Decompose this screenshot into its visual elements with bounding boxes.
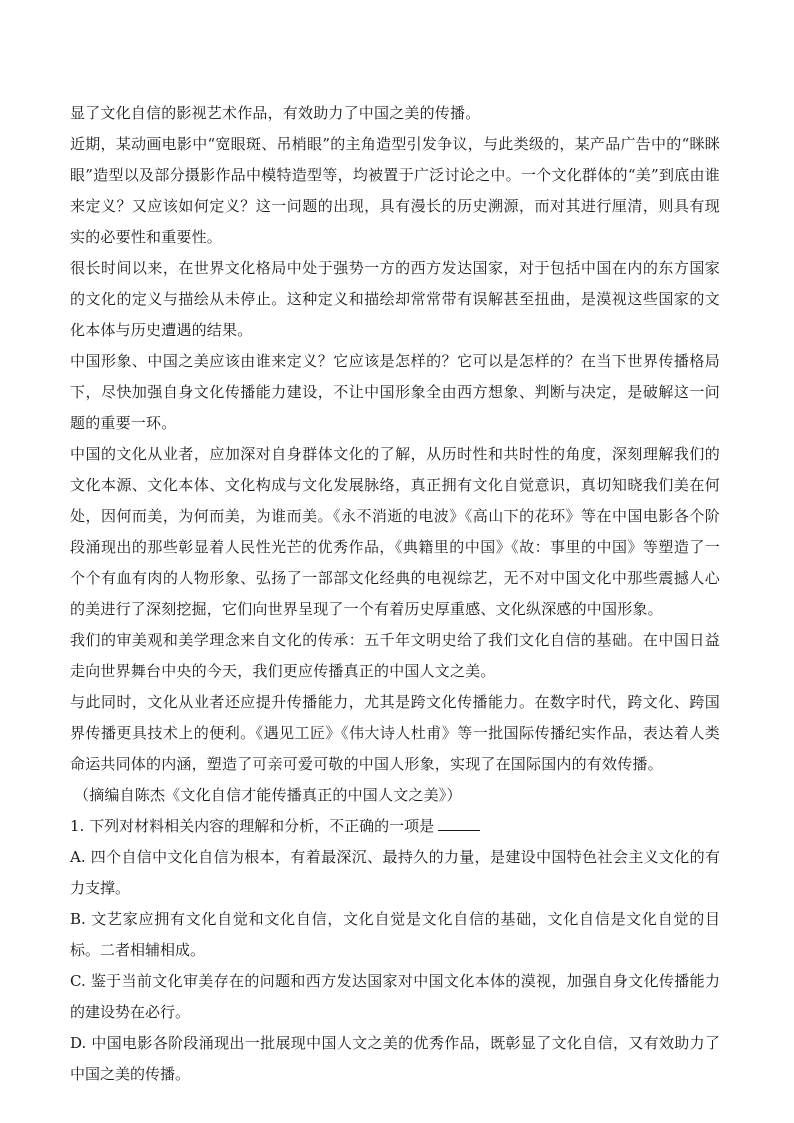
paragraph-aesthetics: 我们的审美观和美学理念来自文化的传承：五千年文明史给了我们文化自信的基础。在中国日益走向世界舞台中央的今天，我们更应传播真正的中国人文之美。: [70, 631, 720, 680]
paragraph-continuation: 显了文化自信的影视艺术作品，有效助力了中国之美的传播。: [70, 104, 481, 122]
paragraph-who-defines: 中国形象、中国之美应该由谁来定义？它应该是怎样的？它可以是怎样的？在当下世界传播格局下，尽快加强自身文化传播能力建设，不让中国形象全由西方想象、判断与决定，是破解这一问题的重要一环。: [70, 352, 720, 432]
paragraph-cross-cultural: 与此同时，文化从业者还应提升传播能力，尤其是跨文化传播能力。在数字时代，跨文化、跨国界传播更具技术上的便利。《遇见工匠》《伟大诗人杜甫》等一批国际传播纪实作品，表达着人类命运共同体的内涵，塑造了可亲可爱可敬的中国人形象，实现了在国际国内的有效传播。: [70, 693, 720, 773]
question-stem: [70, 811, 720, 842]
question-stem-text: 1. 下列对材料相关内容的理解和分析，不正确的一项是: [70, 817, 435, 835]
option-d: D. 中国电影各阶段涌现出一批展现中国人文之美的优秀作品，既彰显了文化自信，又有效助力了中国之美的传播。: [70, 1034, 720, 1083]
document-page: [70, 98, 720, 1090]
answer-blank[interactable]: [438, 815, 480, 831]
paragraph-western-definition: 很长时间以来，在世界文化格局中处于强势一方的西方发达国家，对于包括中国在内的东方国家的文化的定义与描绘从未停止。这种定义和描绘却常常带有误解甚至扭曲，是漠视这些国家的文化本体与历史遭遇的结果。: [70, 259, 720, 339]
paragraph-cultural-workers: 中国的文化从业者，应加深对自身群体文化的了解，从历时性和共时性的角度，深刻理解我们的文化本源、文化本体、文化构成与文化发展脉络，真正拥有文化自觉意识，真切知晓我们美在何处，因何而美，为何而美，为谁而美。《永不消逝的电波》《高山下的花环》等在中国电影各个阶段涌现出的那些彰显着人民性光芒的优秀作品，《典籍里的中国》《故：事里的中国》等塑造了一个个有血有肉的人物形象、弘扬了一部部文化经典的电视综艺，无不对中国文化中那些震撼人心的美进行了深刻挖掘，它们向世界呈现了一个有着历史厚重感、文化纵深感的中国形象。: [70, 445, 720, 618]
option-b: B. 文艺家应拥有文化自觉和文化自信，文化自觉是文化自信的基础，文化自信是文化自觉的目标。二者相辅相成。: [70, 910, 720, 959]
option-c: C. 鉴于当前文化审美存在的问题和西方发达国家对中国文化本体的漠视，加强自身文化传播能力的建设势在必行。: [70, 972, 720, 1021]
source-citation: （摘编自陈杰《文化自信才能传播真正的中国人文之美》）: [74, 786, 462, 804]
option-a: A. 四个自信中文化自信为根本，有着最深沉、最持久的力量，是建设中国特色社会主义文化的有力支撑。: [70, 848, 720, 897]
paragraph-controversy: 近期，某动画电影中“宽眼斑、吊梢眼”的主角造型引发争议，与此类级的，某产品广告中的“眯眯眼”造型以及部分摄影作品中模特造型等，均被置于广泛讨论之中。一个文化群体的“美”到底由谁来定义？又应该如何定义？这一问题的出现，具有漫长的历史溯源，而对其进行厘清，则具有现实的必要性和重要性。: [70, 135, 720, 246]
